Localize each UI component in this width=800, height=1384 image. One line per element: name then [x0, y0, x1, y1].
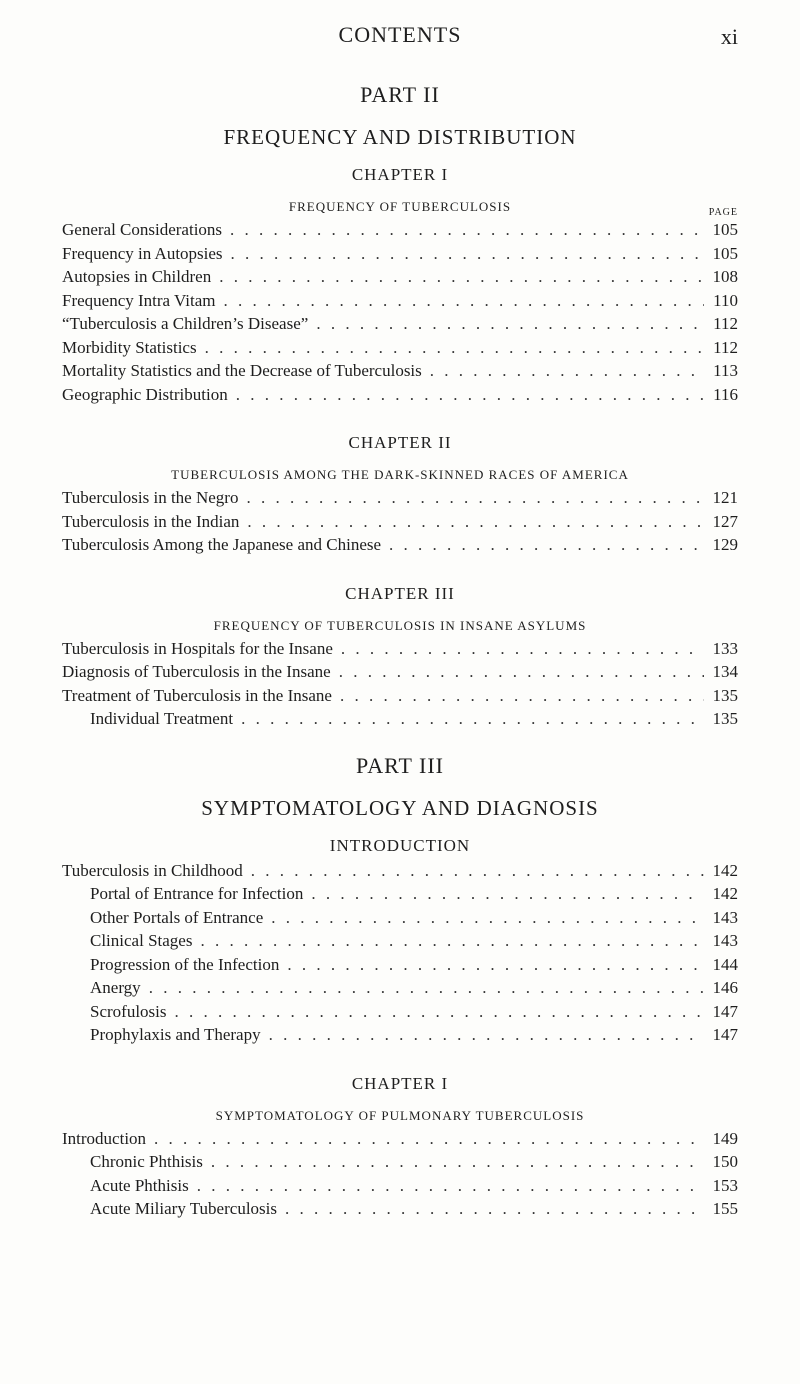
page-column-label: PAGE [708, 207, 738, 218]
entry-page-number: 147 [712, 1001, 738, 1021]
part-title: FREQUENCY AND DISTRIBUTION [223, 125, 577, 149]
toc-entry[interactable] [62, 859, 738, 883]
toc-entry[interactable] [62, 906, 738, 930]
chapter-subtitle: FREQUENCY OF TUBERCULOSIS IN INSANE ASYLUMS [213, 617, 587, 633]
dot-leader [238, 486, 704, 510]
entry-page-number: 127 [712, 511, 738, 531]
entry-page-number: 133 [712, 638, 738, 658]
toc-entry[interactable] [62, 1127, 738, 1151]
entry-title: Other Portals of Entrance [90, 907, 264, 927]
part-heading: PART II [360, 82, 440, 107]
entry-page-number: 129 [712, 535, 738, 554]
entry-page-number: 147 [712, 1025, 738, 1044]
dot-leader [228, 383, 704, 407]
entry-page-number: 143 [712, 931, 738, 950]
running-title: CONTENTS [338, 22, 462, 47]
toc-entry[interactable] [62, 1197, 738, 1221]
dot-leader [222, 218, 704, 242]
entry-title: Frequency Intra Vitam [62, 290, 216, 310]
entry-title: Tuberculosis Among the Japanese and Chinese [62, 535, 382, 554]
toc-entry[interactable] [62, 976, 738, 1000]
entry-page-number: 146 [712, 978, 738, 997]
toc-entry[interactable] [62, 383, 738, 407]
dot-leader [381, 533, 704, 557]
toc-entry[interactable] [62, 1000, 738, 1024]
toc-entry[interactable] [62, 312, 738, 336]
chapter-heading: CHAPTER I [351, 165, 449, 184]
entry-title: Introduction [62, 1128, 147, 1148]
dot-leader [332, 684, 704, 708]
toc-entry[interactable] [62, 707, 738, 731]
entry-page-number: 116 [713, 384, 738, 404]
entry-title: Anergy [90, 978, 141, 997]
entry-page-number: 121 [712, 488, 738, 507]
dot-leader [189, 1174, 704, 1198]
entry-title: Portal of Entrance for Infection [90, 884, 304, 903]
chapter-spacer [62, 1047, 738, 1061]
dot-leader [261, 1023, 704, 1047]
chapter-heading: CHAPTER III [345, 583, 455, 603]
toc-entry[interactable] [62, 660, 738, 684]
dot-leader [277, 1197, 704, 1221]
chapter-subtitle: TUBERCULOSIS AMONG THE DARK-SKINNED RACES OF AMERICA [171, 467, 629, 482]
dot-leader [146, 1127, 704, 1151]
dot-leader [308, 312, 704, 336]
toc-entry[interactable] [62, 1023, 738, 1047]
entry-page-number: 112 [713, 314, 738, 333]
toc-entry[interactable] [62, 1150, 738, 1174]
part-title: SYMPTOMATOLOGY AND DIAGNOSIS [201, 795, 599, 820]
entry-page-number: 113 [713, 361, 738, 380]
entry-page-number: 155 [712, 1199, 738, 1218]
entry-page-number: 108 [712, 267, 738, 286]
toc-entry[interactable] [62, 882, 738, 906]
dot-leader [263, 906, 704, 930]
dot-leader [197, 336, 704, 360]
entry-title: General Considerations [62, 220, 223, 239]
entry-title: Progression of the Infection [90, 954, 280, 974]
dot-leader [303, 882, 704, 906]
dot-leader [203, 1150, 704, 1174]
toc-entry[interactable] [62, 218, 738, 242]
entry-title: Geographic Distribution [62, 384, 228, 404]
toc-entry[interactable] [62, 265, 738, 289]
entry-title: Scrofulosis [90, 1001, 167, 1021]
entry-title: “Tuberculosis a Children’s Disease” [62, 314, 309, 333]
toc-entry[interactable] [62, 486, 738, 510]
entry-title: Clinical Stages [90, 931, 193, 950]
entry-title: Tuberculosis in the Negro [62, 488, 239, 507]
entry-title: Mortality Statistics and the Decrease of Tuberculosis [62, 361, 422, 380]
dot-leader [167, 1000, 705, 1024]
toc-entry[interactable] [62, 533, 738, 557]
entry-page-number: 142 [712, 884, 738, 903]
dot-leader [211, 265, 704, 289]
toc-entry[interactable] [62, 684, 738, 708]
toc-entry[interactable] [62, 242, 738, 266]
toc-entry[interactable] [62, 359, 738, 383]
toc-entry[interactable] [62, 929, 738, 953]
dot-leader [422, 359, 704, 383]
dot-leader [223, 242, 704, 266]
entry-title: Morbidity Statistics [62, 337, 197, 357]
toc-entry[interactable] [62, 637, 738, 661]
dot-leader [243, 859, 704, 883]
entry-title: Autopsies in Children [62, 267, 212, 286]
dot-leader [141, 976, 704, 1000]
dot-leader [333, 637, 704, 661]
entry-page-number: 135 [712, 709, 738, 728]
chapter-spacer [62, 557, 738, 571]
toc-entry[interactable] [62, 953, 738, 977]
chapter-subtitle: FREQUENCY OF TUBERCULOSIS [288, 199, 512, 214]
entry-title: Chronic Phthisis [90, 1152, 203, 1171]
entry-page-number: 142 [712, 860, 738, 880]
table-of-contents [62, 80, 738, 1221]
chapter-subtitle: SYMPTOMATOLOGY OF PULMONARY TUBERCULOSIS [215, 1107, 585, 1123]
entry-title: Tuberculosis in Hospitals for the Insane [62, 638, 333, 658]
entry-page-number: 143 [712, 907, 738, 927]
entry-title: Treatment of Tuberculosis in the Insane [62, 685, 332, 705]
entry-page-number: 134 [712, 662, 738, 681]
toc-entry[interactable] [62, 1174, 738, 1198]
dot-leader [279, 953, 704, 977]
entry-title: Prophylaxis and Therapy [90, 1025, 261, 1044]
toc-entry[interactable] [62, 336, 738, 360]
entry-page-number: 112 [713, 337, 738, 357]
entry-title: Acute Miliary Tuberculosis [90, 1199, 277, 1218]
dot-leader [331, 660, 704, 684]
dot-leader [216, 289, 704, 313]
entry-page-number: 105 [712, 220, 738, 239]
entry-title: Acute Phthisis [90, 1175, 189, 1195]
entry-page-number: 110 [713, 290, 738, 310]
part-spacer [62, 731, 738, 751]
chapter-heading: INTRODUCTION [329, 835, 471, 855]
dot-leader [192, 929, 704, 953]
entry-page-number: 105 [712, 243, 738, 263]
running-header [0, 22, 800, 52]
entry-title: Tuberculosis in the Indian [62, 511, 240, 531]
entry-page-number: 135 [712, 685, 738, 705]
toc-entry[interactable] [62, 510, 738, 534]
entry-title: Tuberculosis in Childhood [62, 860, 243, 880]
entry-title: Diagnosis of Tuberculosis in the Insane [62, 662, 331, 681]
entry-page-number: 149 [712, 1128, 738, 1148]
chapter-heading: CHAPTER I [351, 1073, 449, 1093]
entry-page-number: 150 [712, 1152, 738, 1171]
entry-title: Individual Treatment [90, 709, 234, 728]
toc-entry[interactable] [62, 289, 738, 313]
entry-page-number: 144 [712, 954, 738, 974]
dot-leader [233, 707, 704, 731]
dot-leader [239, 510, 704, 534]
part-heading: PART III [356, 752, 444, 778]
entry-title: Frequency in Autopsies [62, 243, 223, 263]
chapter-heading: CHAPTER II [348, 433, 452, 452]
chapter-spacer [62, 406, 738, 420]
entry-page-number: 153 [712, 1175, 738, 1195]
page-number: xi [720, 24, 738, 49]
